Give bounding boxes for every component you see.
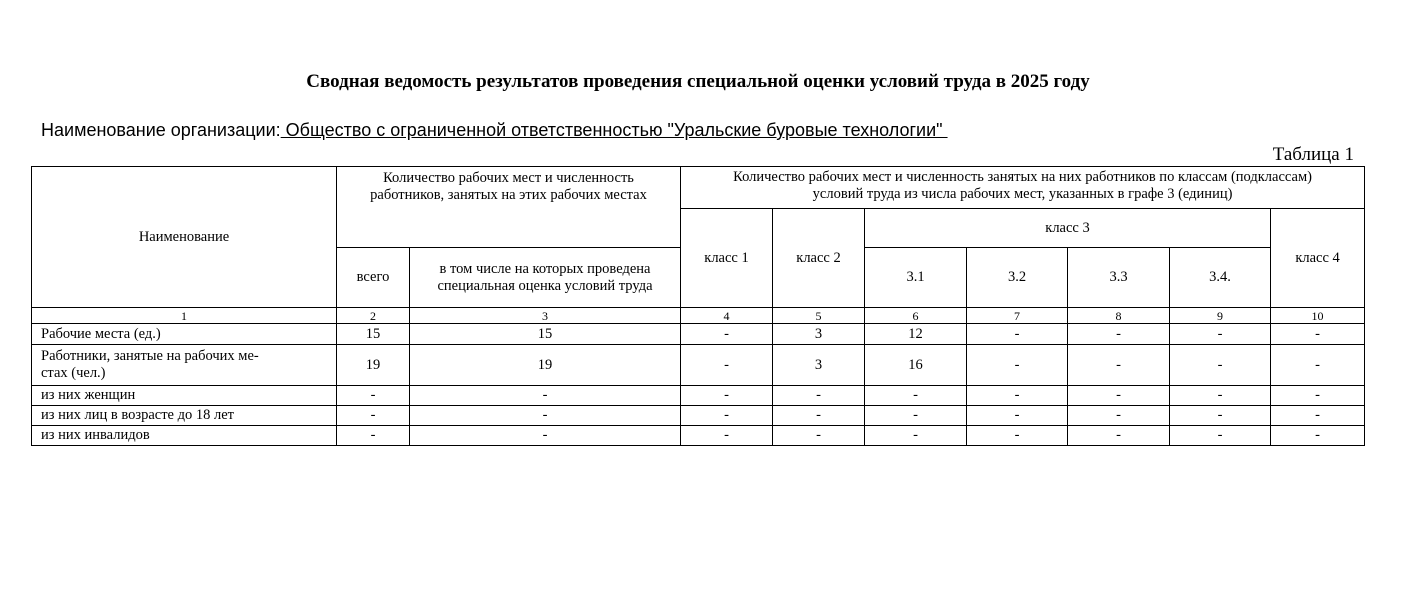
table-cell: - [773, 426, 865, 446]
header-subclass-3-3: 3.3 [1068, 248, 1170, 308]
table-cell: - [865, 426, 967, 446]
column-number: 7 [967, 308, 1068, 324]
header-classes-group: Количество рабочих мест и численность занятых на них работников по классам (подклассам) условий труда из числа рабочих мест, указанных в графе 3 (единиц) [681, 167, 1365, 209]
table-cell: - [681, 345, 773, 386]
table-cell: - [1170, 324, 1271, 345]
table-cell: 15 [337, 324, 410, 345]
table-row [32, 406, 1365, 426]
column-number: 2 [337, 308, 410, 324]
table-cell: - [967, 345, 1068, 386]
table-cell: - [1170, 386, 1271, 406]
table-row [32, 345, 1365, 386]
table-cell: - [681, 324, 773, 345]
table-cell: - [337, 426, 410, 446]
table-cell: - [1068, 324, 1170, 345]
column-number: 6 [865, 308, 967, 324]
row-label: из них инвалидов [32, 426, 337, 446]
row-label: Рабочие места (ед.) [32, 324, 337, 345]
row-label: Работники, занятые на рабочих ме- стах (чел.) [32, 345, 337, 386]
table-cell: - [967, 324, 1068, 345]
table-row [32, 386, 1365, 406]
column-number: 10 [1271, 308, 1365, 324]
table-cell: 15 [410, 324, 681, 345]
table-cell: - [1170, 426, 1271, 446]
column-number: 8 [1068, 308, 1170, 324]
column-number: 1 [32, 308, 337, 324]
table-cell: - [410, 386, 681, 406]
table-cell: - [1271, 386, 1365, 406]
table-cell: 19 [337, 345, 410, 386]
header-class-1: класс 1 [681, 209, 773, 308]
table-cell: - [1068, 386, 1170, 406]
table-cell: - [410, 406, 681, 426]
table-cell: - [1170, 406, 1271, 426]
row-label: из них женщин [32, 386, 337, 406]
table-cell: - [967, 406, 1068, 426]
table-cell: - [681, 426, 773, 446]
table-cell: 19 [410, 345, 681, 386]
header-class-3: класс 3 [865, 209, 1271, 248]
table-row [32, 426, 1365, 446]
table-cell: - [967, 386, 1068, 406]
table-cell: - [681, 406, 773, 426]
row-label: из них лиц в возрасте до 18 лет [32, 406, 337, 426]
table-cell: 12 [865, 324, 967, 345]
table-cell: - [1271, 324, 1365, 345]
table-cell: - [773, 406, 865, 426]
column-number: 4 [681, 308, 773, 324]
column-number: 5 [773, 308, 865, 324]
table-cell: - [410, 426, 681, 446]
column-number: 9 [1170, 308, 1271, 324]
header-total: всего [337, 248, 410, 308]
table-cell: - [1271, 406, 1365, 426]
table-row [32, 324, 1365, 345]
organization-line [41, 119, 948, 141]
summary-table [31, 166, 1365, 446]
header-subclass-3-4: 3.4. [1170, 248, 1271, 308]
table-cell: - [865, 406, 967, 426]
header-subclass-3-2: 3.2 [967, 248, 1068, 308]
table-cell: - [337, 406, 410, 426]
table-cell: - [1271, 345, 1365, 386]
table-cell: - [865, 386, 967, 406]
table-cell: 3 [773, 345, 865, 386]
header-class-2: класс 2 [773, 209, 865, 308]
table-cell: - [337, 386, 410, 406]
report-title: Сводная ведомость результатов проведения специальной оценки условий труда в 2025 году [306, 71, 1090, 92]
table-cell: - [967, 426, 1068, 446]
table-cell: - [681, 386, 773, 406]
header-assessed: в том числе на которых проведена специальная оценка условий труда [410, 248, 681, 308]
table-cell: 16 [865, 345, 967, 386]
header-subclass-3-1: 3.1 [865, 248, 967, 308]
header-workplaces-count: Количество рабочих мест и численность работников, занятых на этих рабочих местах [337, 167, 681, 248]
header-name: Наименование [32, 167, 337, 308]
table-cell: - [1170, 345, 1271, 386]
table-cell: - [1068, 426, 1170, 446]
table-cell: - [1068, 345, 1170, 386]
organization-name: Общество с ограниченной ответственностью "Уральские буровые технологии" [280, 120, 948, 140]
organization-label: Наименование организации: [41, 120, 281, 140]
table-cell: 3 [773, 324, 865, 345]
table-cell: - [773, 386, 865, 406]
table-cell: - [1271, 426, 1365, 446]
header-class-4: класс 4 [1271, 209, 1365, 308]
column-number: 3 [410, 308, 681, 324]
table-cell: - [1068, 406, 1170, 426]
table-number-label: Таблица 1 [1272, 144, 1354, 165]
